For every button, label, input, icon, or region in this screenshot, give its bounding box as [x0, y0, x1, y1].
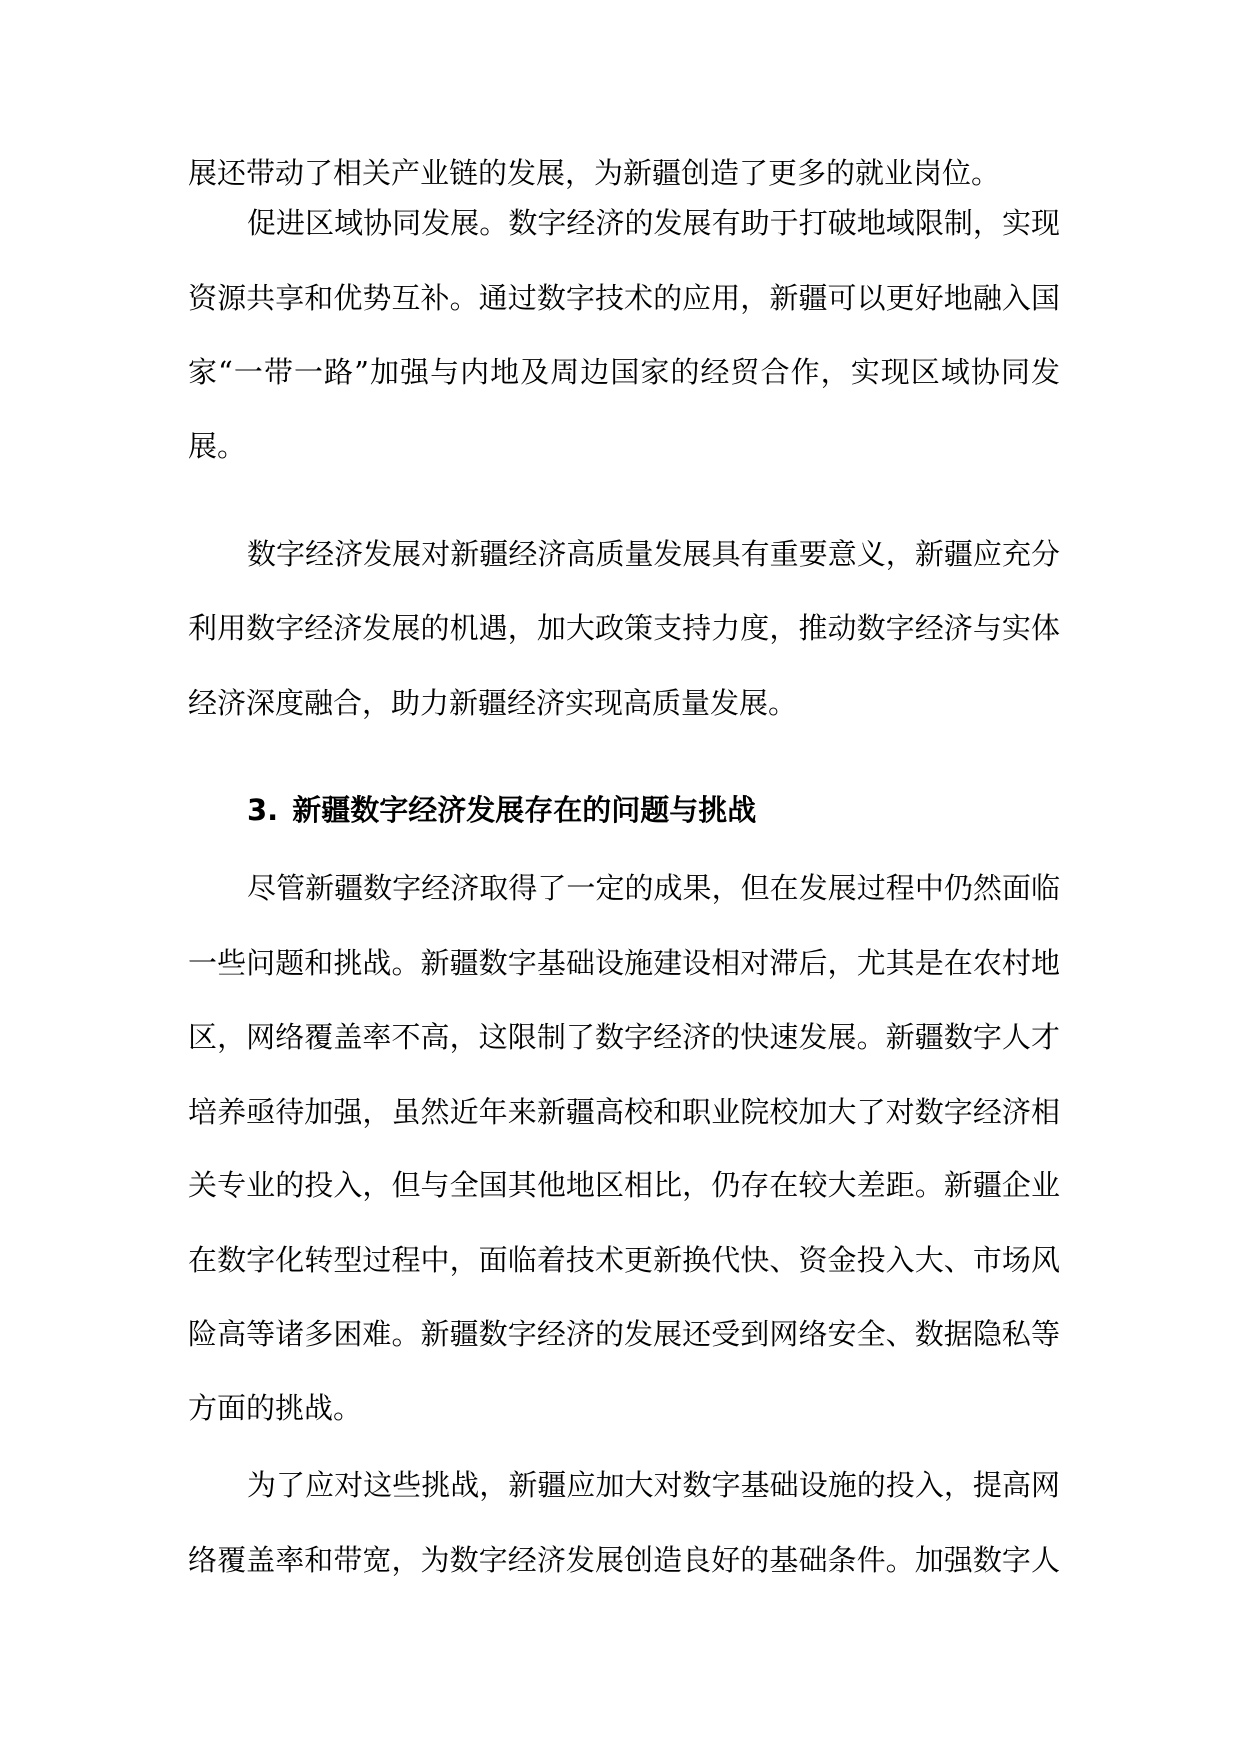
- section-heading: [247, 790, 1060, 830]
- paragraph-line: 为了应对这些挑战，新疆应加大对数字基础设施的投入，提高网: [247, 1468, 1060, 1502]
- paragraph-line: 展还带动了相关产业链的发展，为新疆创造了更多的就业岗位。: [188, 156, 1001, 190]
- paragraph-line: 一些问题和挑战。新疆数字基础设施建设相对滞后，尤其是在农村地: [188, 946, 1060, 980]
- paragraph-line: 险高等诸多困难。新疆数字经济的发展还受到网络安全、数据隐私等: [188, 1317, 1060, 1351]
- paragraph-line: 数字经济发展对新疆经济高质量发展具有重要意义，新疆应充分: [247, 537, 1060, 571]
- paragraph-line: 关专业的投入，但与全国其他地区相比，仍存在较大差距。新疆企业: [188, 1168, 1060, 1202]
- paragraph-line: 方面的挑战。: [188, 1391, 363, 1425]
- section-number: 3.: [247, 793, 279, 827]
- paragraph-line: 培养亟待加强，虽然近年来新疆高校和职业院校加大了对数字经济相: [188, 1095, 1060, 1129]
- section-title: 新疆数字经济发展存在的问题与挑战: [292, 793, 757, 827]
- paragraph-line: 在数字化转型过程中，面临着技术更新换代快、资金投入大、市场风: [188, 1243, 1060, 1277]
- paragraph-line: 络覆盖率和带宽，为数字经济发展创造良好的基础条件。加强数字人: [188, 1543, 1060, 1577]
- paragraph-line: 尽管新疆数字经济取得了一定的成果，但在发展过程中仍然面临: [247, 871, 1060, 905]
- paragraph-line: 区，网络覆盖率不高，这限制了数字经济的快速发展。新疆数字人才: [188, 1020, 1060, 1054]
- paragraph-line: 利用数字经济发展的机遇，加大政策支持力度，推动数字经济与实体: [188, 611, 1060, 645]
- paragraph-line: 家“一带一路”加强与内地及周边国家的经贸合作，实现区域协同发: [188, 355, 1060, 389]
- paragraph-line: 促进区域协同发展。数字经济的发展有助于打破地域限制，实现: [247, 206, 1060, 240]
- paragraph-line: 经济深度融合，助力新疆经济实现高质量发展。: [188, 686, 798, 720]
- paragraph-line: 资源共享和优势互补。通过数字技术的应用，新疆可以更好地融入国: [188, 281, 1060, 315]
- paragraph-line: 展。: [188, 429, 247, 463]
